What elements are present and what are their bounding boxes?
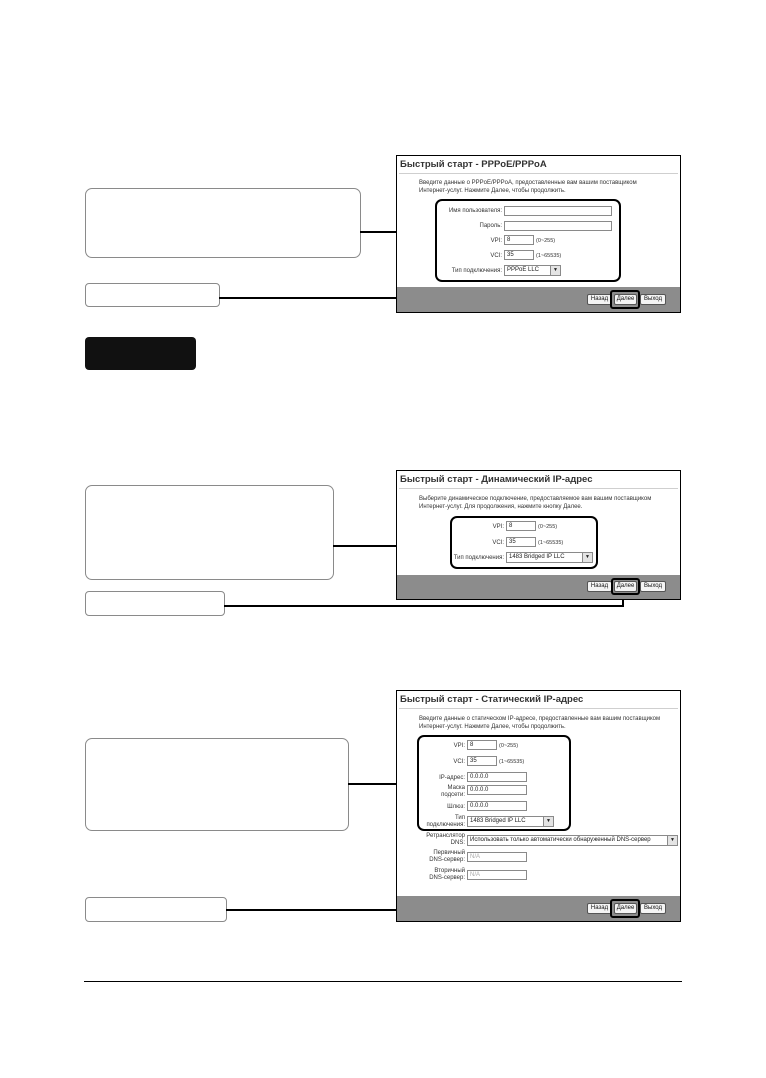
connector-line [224, 605, 624, 607]
next-button-highlight [610, 290, 640, 309]
connection-type-label: Тип подключения: [451, 268, 502, 274]
vci-label: VCI: [492, 540, 504, 546]
connection-type-label-line-2: подключения: [426, 822, 465, 828]
back-button[interactable]: Назад [587, 294, 612, 305]
exit-button[interactable]: Выход [640, 903, 666, 914]
secondary-dns-label-line-1: Вторичный [434, 868, 465, 874]
vpi-hint: (0~255) [499, 743, 519, 749]
description-line-1: Введите данные о PPPoE/PPPoA, предоставленные вам вашим поставщиком [419, 180, 637, 186]
dns-relay-value: Использовать только автоматически обнаруженный DNS-сервер [470, 837, 651, 843]
subnet-mask-label-line-1: Маска [447, 785, 465, 791]
page-title: Быстрый старт - Динамический IP-адрес [400, 474, 593, 485]
chevron-down-icon: ▼ [543, 817, 553, 826]
vci-hint: (1~65535) [499, 759, 525, 765]
subnet-mask-input[interactable]: 0.0.0.0 [467, 785, 527, 795]
connection-type-value: 1483 Bridged IP LLC [509, 554, 565, 560]
vpi-label: VPI: [492, 524, 504, 530]
connection-type-label: Тип подключения: [453, 555, 504, 561]
primary-dns-label-line-2: DNS-сервер: [429, 857, 465, 863]
screenshot-pppoe [396, 155, 681, 313]
back-button[interactable]: Назад [587, 581, 612, 592]
ip-address-input[interactable]: 0.0.0.0 [467, 772, 527, 782]
vpi-hint: (0~255) [536, 238, 556, 244]
callout-pill-dynamic-next [85, 591, 225, 616]
dns-relay-select[interactable] [467, 835, 678, 846]
footer-rule [84, 981, 682, 982]
primary-dns-label-line-1: Первичный [433, 850, 465, 856]
exit-button[interactable]: Выход [640, 581, 666, 592]
vpi-input[interactable]: 8 [467, 740, 497, 750]
password-label: Пароль: [479, 223, 502, 229]
secondary-dns-input[interactable]: N/A [467, 870, 527, 880]
chevron-down-icon: ▼ [582, 553, 592, 562]
next-button[interactable]: Далее [614, 581, 637, 592]
chevron-down-icon: ▼ [550, 266, 560, 275]
connection-type-value: 1483 Bridged IP LLC [470, 818, 526, 824]
vci-hint: (1~65535) [536, 253, 562, 259]
title-divider [399, 173, 678, 174]
callout-pill-pppoe-next [85, 283, 220, 307]
chevron-down-icon: ▼ [667, 836, 677, 845]
connection-type-label-line-1: Тип [454, 815, 465, 821]
vci-input[interactable]: 35 [467, 756, 497, 766]
callout-box-pppoe-fields [85, 188, 361, 258]
connection-type-value: PPPoE LLC [507, 267, 540, 273]
vci-input[interactable]: 35 [506, 537, 536, 547]
dns-relay-label-line-1: Ретранслятор [426, 833, 465, 839]
primary-dns-input[interactable]: N/A [467, 852, 527, 862]
button-bar [397, 575, 680, 599]
secondary-dns-label-line-2: DNS-сервер: [429, 875, 465, 881]
back-button[interactable]: Назад [587, 903, 612, 914]
next-button[interactable]: Далее [614, 294, 637, 305]
description-line-2: Интернет-услуг. Нажмите Далее, чтобы продолжить. [419, 724, 566, 730]
button-bar [397, 287, 680, 312]
description-line-2: Интернет-услуг. Нажмите Далее, чтобы продолжить. [419, 188, 566, 194]
connector-line [360, 231, 398, 233]
gateway-input[interactable]: 0.0.0.0 [467, 801, 527, 811]
highlight-frame [435, 199, 621, 282]
highlight-frame [417, 735, 571, 831]
vci-input[interactable]: 35 [504, 250, 534, 260]
ip-address-label: IP-адрес: [439, 775, 465, 781]
screenshot-static-ip [396, 690, 681, 922]
username-label: Имя пользователя: [448, 208, 502, 214]
vci-hint: (1~65535) [538, 540, 564, 546]
vpi-label: VPI: [490, 238, 502, 244]
button-bar [397, 896, 680, 921]
black-label-block [85, 337, 196, 370]
callout-box-static-fields [85, 738, 349, 831]
vci-label: VCI: [490, 253, 502, 259]
exit-button[interactable]: Выход [640, 294, 666, 305]
vpi-label: VPI: [453, 743, 465, 749]
callout-box-dynamic-fields [85, 485, 334, 580]
description-line-2: Интернет-услуг. Для продолжения, нажмите кнопку Далее. [419, 504, 583, 510]
next-button-highlight [610, 899, 640, 918]
vci-label: VCI: [453, 759, 465, 765]
page-title: Быстрый старт - PPPoE/PPPoA [400, 159, 547, 170]
callout-pill-static-next [85, 897, 227, 922]
vpi-input[interactable]: 8 [504, 235, 534, 245]
vpi-hint: (0~255) [538, 524, 558, 530]
vpi-input[interactable]: 8 [506, 521, 536, 531]
subnet-mask-label-line-2: подсети: [441, 792, 465, 798]
next-button[interactable]: Далее [614, 903, 637, 914]
page-title: Быстрый старт - Статический IP-адрес [400, 694, 584, 705]
next-button-highlight [611, 578, 640, 595]
dns-relay-label-line-2: DNS: [450, 840, 465, 846]
description-line-1: Введите данные о статическом IP-адресе, предоставленные вам вашим поставщиком [419, 716, 661, 722]
title-divider [399, 488, 678, 489]
gateway-label: Шлюз: [447, 804, 465, 810]
title-divider [399, 708, 678, 709]
description-line-1: Выберите динамическое подключение, предоставляемое вам вашим поставщиком [419, 496, 652, 502]
highlight-frame [450, 516, 598, 569]
screenshot-dynamic-ip [396, 470, 681, 600]
